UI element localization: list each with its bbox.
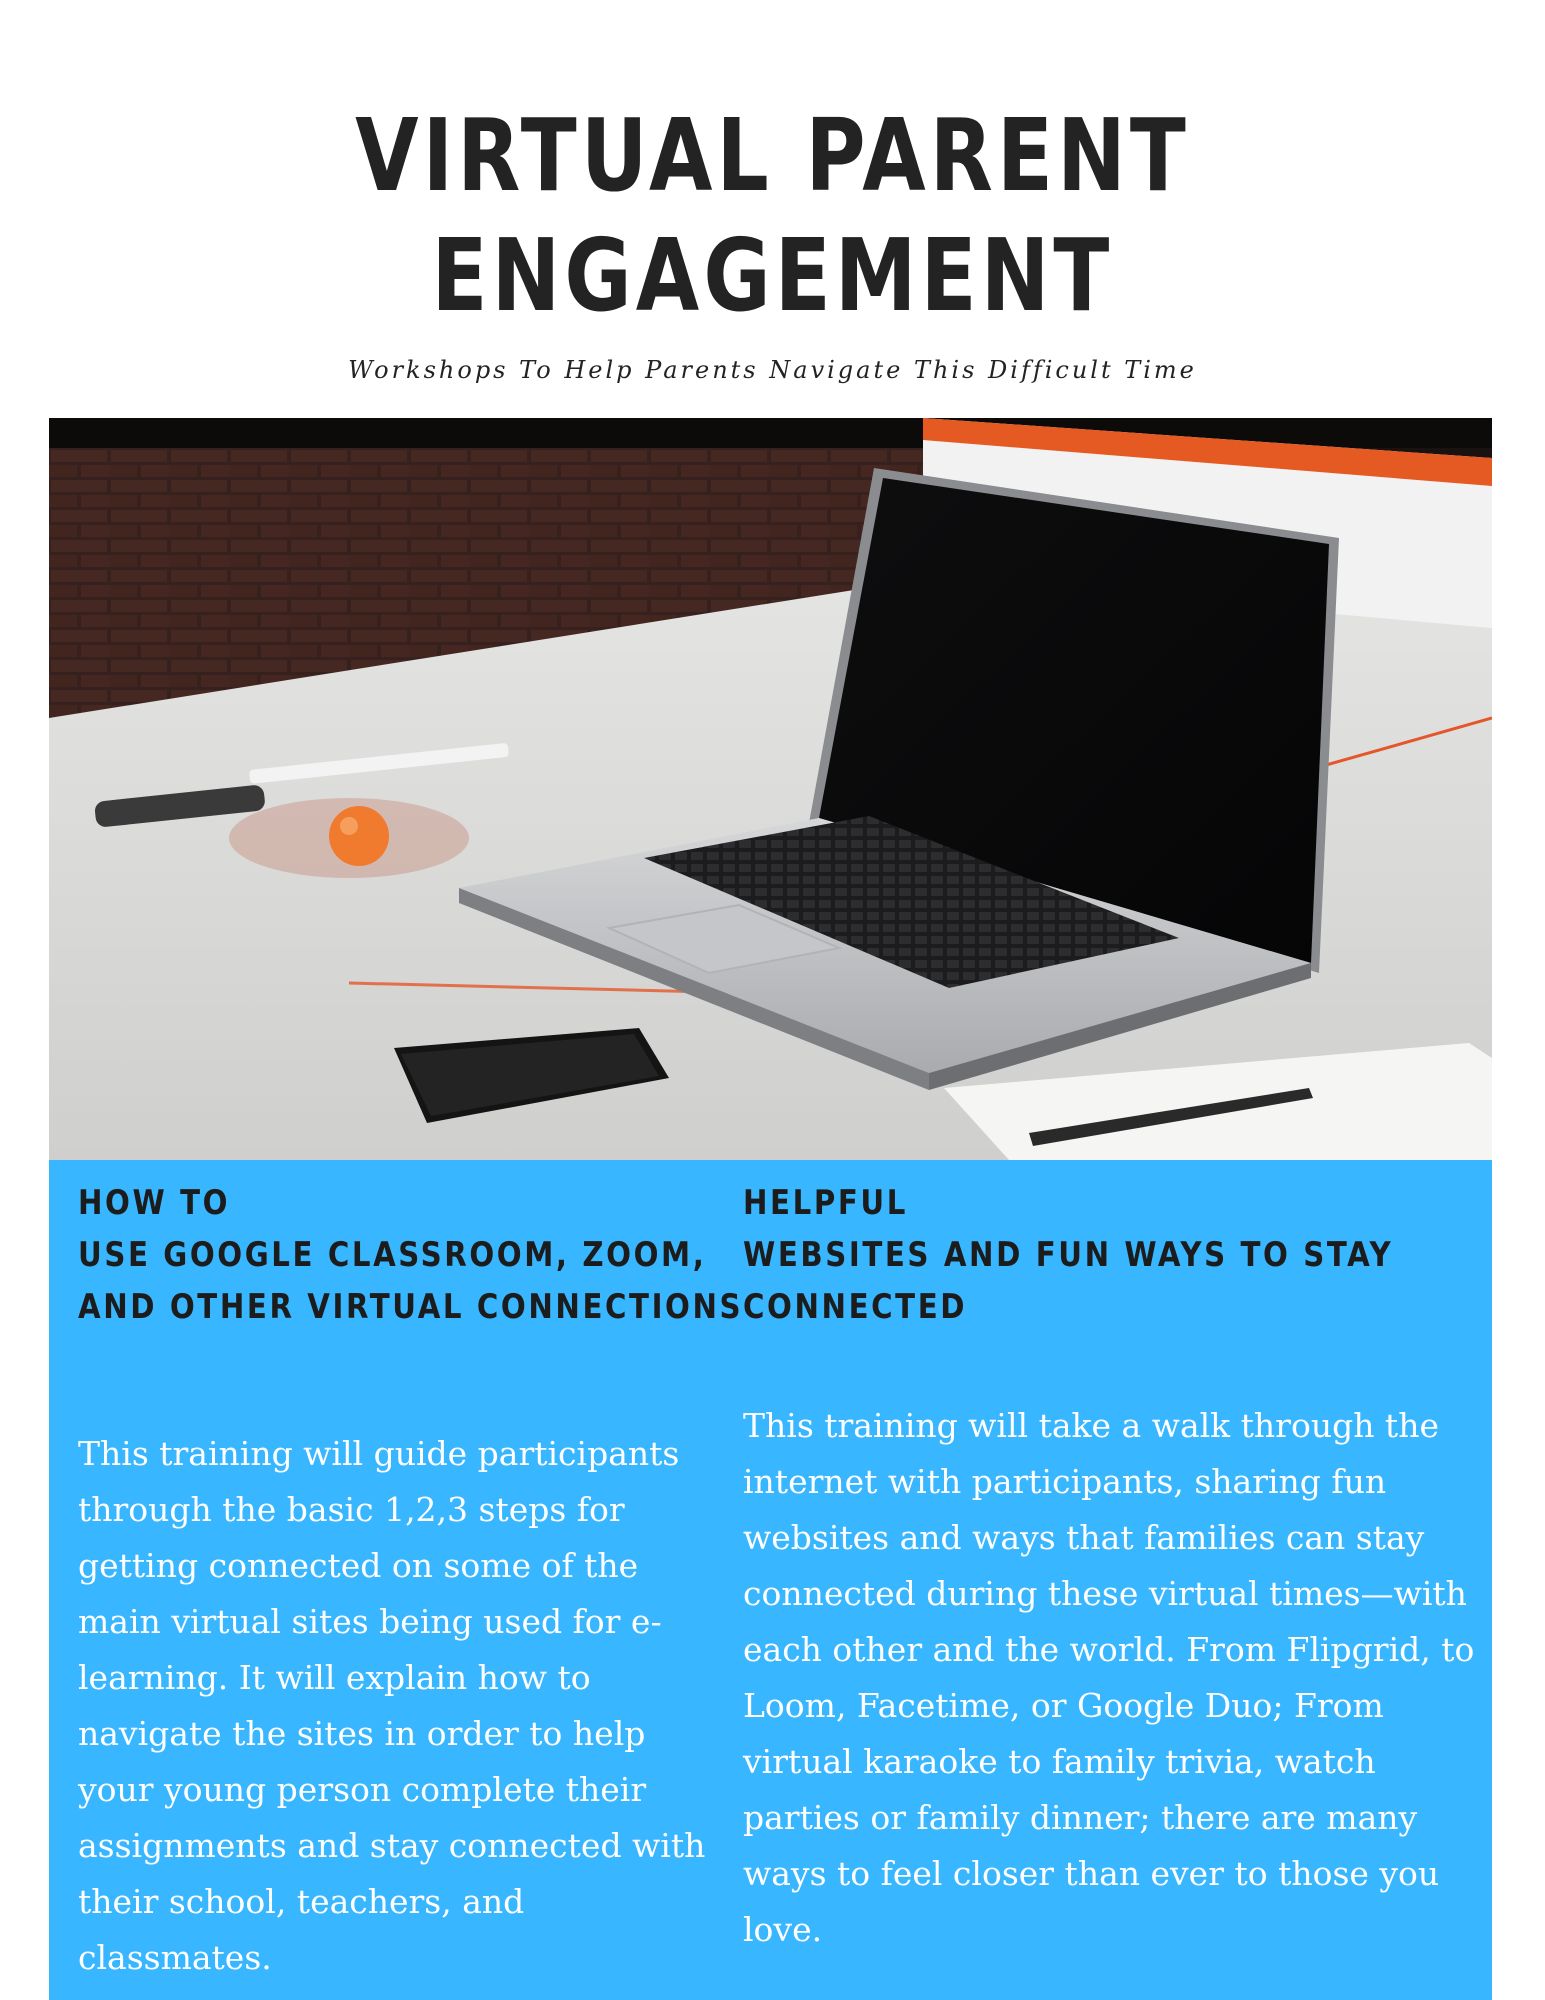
workshop-2-heading-line-1: HELPFUL [743,1183,908,1223]
page-title-line-2: ENGAGEMENT [431,217,1114,334]
workshop-2-heading [743,1177,1393,1333]
hero-photo [49,418,1492,1160]
workshop-2-heading-line-2: WEBSITES AND FUN WAYS TO STAY [743,1235,1394,1275]
workshop-2-heading-line-3: CONNECTED [743,1287,968,1327]
page-title-line-1: VIRTUAL PARENT [355,97,1190,214]
workshop-1-heading [78,1177,743,1333]
laptop-desk-photo [49,418,1492,1160]
workshop-2-description: This training will take a walk through the internet with participants, sharing fun websites and ways that families can stay connected during these virtual times—with each other and the world. From Flipgrid, to Loom, Facetime, or Google Duo; From virtual karaoke to family trivia, watch parties or family dinner; there are many ways to feel closer than ever to those you love. [743,1406,1475,1949]
page-subtitle: Workshops To Help Parents Navigate This Difficult Time [348,356,1197,384]
page-title [139,96,1406,336]
workshop-1-description: This training will guide participants through the basic 1,2,3 steps for getting connected on some of the main virtual sites being used for e-learning. It will explain how to navigate the sites in order to help your young person complete their assignments and stay connected with their school, teachers, and classmates. [78,1434,706,1977]
workshop-1-heading-line-3: AND OTHER VIRTUAL CONNECTIONS [78,1287,744,1327]
workshop-1-heading-line-1: HOW TO [78,1183,231,1223]
workshop-1-heading-line-2: USE GOOGLE CLASSROOM, ZOOM, [78,1235,707,1275]
